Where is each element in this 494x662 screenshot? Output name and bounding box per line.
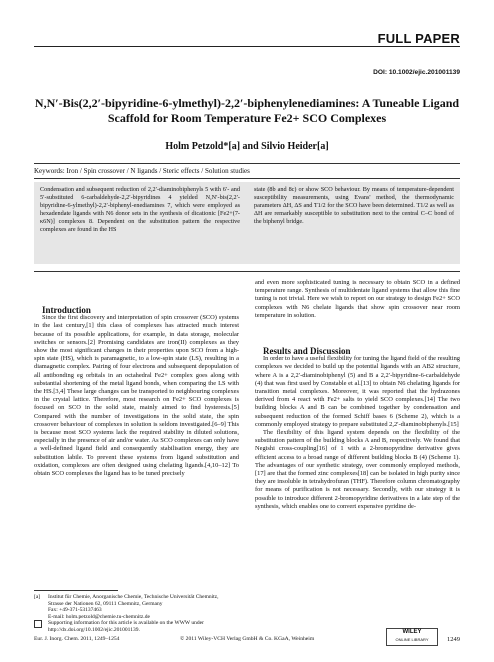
keywords-rule-bottom	[34, 178, 460, 179]
doi[interactable]: DOI: 10.1002/ejic.201001139	[373, 69, 460, 76]
page-number: 1249	[447, 636, 460, 643]
author-list: Holm Petzold*[a] and Silvio Heider[a]	[165, 141, 329, 152]
abstract-box	[34, 182, 460, 264]
logo-text: WILEY	[402, 629, 422, 635]
results-paragraph-2: The flexibility of this ligand system depends on the flexibility of the substitution pattern of the building blocks A and B, respectively. We found that Negishi cross-coupling[16] of 1 with a 2-bromopyridine derivative gives efficient access to a broad range of different building blocks B (4) (Scheme 1). The advantages of our synthetic strategy, over commonly employed methods,[17] are that the formed zinc complexes[18] can be isolated in high purity since they are insoluble in tetrahydrofuran (THF). Therefore column chromatography for means of purification is not necessary. Secondly, with our strategy it is possible to introduce different 2-bromopyridine derivatives in a late step of the synthesis, which enables one to convert expensive pyridine de-	[255, 429, 460, 510]
abstract-right-column: state (8b and 8c) or show SCO behaviour. By means of temperature-dependent susceptibility measurements, using Evans' method, the thermodynamic parameters ΔH, ΔS and T1/2 for the SCO have been determined. T1/2 as well as ΔH are remarkably susceptible to substitution next to the central C–C bond of the biphenyl bridge.	[254, 186, 454, 226]
footnote-rule	[34, 590, 118, 591]
introduction-section	[34, 306, 239, 478]
introduction-heading: Introduction	[42, 305, 91, 315]
keywords: Keywords: Iron / Spin crossover / N ligands / Steric effects / Solution studies	[34, 167, 250, 175]
right-column-continuation	[255, 279, 460, 320]
paper-title: N,N′-Bis(2,2′-bipyridine-6-ylmethyl)-2,2′-biphenylenediamines: A Tuneable Ligand Scaffold for Room Temperature Fe2+ SCO Complexes	[34, 96, 460, 125]
journal-citation: Eur. J. Inorg. Chem. 2011, 1249–1254	[34, 636, 120, 642]
supporting-info-note[interactable]: Supporting information for this article is available on the WWW under http://dx.doi.org/10.1002/ejic.201001139.	[48, 620, 204, 633]
supporting-info-icon	[34, 620, 42, 628]
logo-subtext: ONLINE LIBRARY	[395, 637, 429, 642]
results-section	[255, 347, 460, 511]
wiley-online-library-logo[interactable]	[386, 628, 438, 646]
abstract-left-column: Condensation and subsequent reduction of 2,2′-diaminobiphenyls 5 with 6′- and 5′-substituted 6-carbaldehyde-2,2′-bipyridines 4 yielded N,N′-bis(2,2′-bipyridine-6-ylmethyl)-2,2′-biphenyl-enediamines 7, which were employed as hexadendate ligands with N6 donor sets in the synthesis of dicationic [Fe2+(7-κ6N)] complexes 8. Dependent on the substitution pattern the respective complexes are found in the HS	[40, 186, 240, 234]
affiliation-email[interactable]: E-mail: holm.petzold@chemie.tu-chemnitz.de	[48, 613, 150, 620]
section-label: FULL PAPER	[377, 31, 460, 46]
results-heading: Results and Discussion	[263, 346, 351, 356]
header-rule	[34, 46, 460, 47]
affiliation-footnote	[34, 594, 239, 634]
introduction-paragraph: Since the first discovery and interpretation of spin crossover (SCO) systems in the last century,[1] this class of complexes has attracted much interest because of its possible applications, for example, in data storage, molecular switches or sensors.[2] Promising candidates are iron(II) complexes as they show the most significant changes in their properties upon SCO from a high-spin state (HS), which is paramagnetic, to a low-spin state (LS), resulting in a diamagnetic complex. Pairing of four electrons and subsequent depopulation of all antibonding eg orbitals in an octahedral Fe2+ complex goes along with substantial shortening of the metal ligand bonds, when comparing the LS with the HS.[3,4] These large changes can be transported to neighbouring complexes in the crystal lattice. Therefore, most research on Fe2+ SCO complexes is focused on SCO in the solid state, mainly aimed to find hysteresis.[5] Compared with the number of investigations in the solid state, the spin crossover behaviour of complexes in solution is seldom investigated.[6–9] This is because most SCO systems lack the required stability in diluted solutions, especially in the presence of air and/or water. As SCO complexes can only have a well-defined ligand field and consequently stabilisation energy, they are substitution labile. To prevent these systems from ligand substitution and oxidation, complexes are often designed using chelating ligands.[4,10–12] To obtain SCO complexes the ligand has to be tuned precisely	[34, 314, 239, 478]
copyright: © 2011 Wiley-VCH Verlag GmbH & Co. KGaA, Weinheim	[180, 636, 315, 642]
keywords-rule-top	[34, 163, 460, 164]
affiliation-line: Institut für Chemie, Anorganische Chemie, Technische Universität Chemnitz,	[48, 594, 219, 600]
section-separator	[34, 271, 460, 272]
continuation-paragraph: and even more sophisticated tuning is necessary to obtain SCO in a defined temperature range. Synthesis of multidentate ligand systems that allow this fine tuning is not trivial. Here we wish to report on our strategy to design Fe2+ SCO complexes with N6 chelate ligands that show spin crossover near room temperature in solution.	[255, 279, 460, 319]
results-paragraph-1: In order to have a useful flexibility for tuning the ligand field of the resulting complexes we decided to build up the potential ligands with an AB2 structure, where A is a 2,2′-diaminobiphenyl (5) and B a 2,2′-bipyridine-6-carbaldehyde (4) that was first used by Constable et al.[13] to obtain N6 chelating ligands for transition metal complexes. Moreover, it was reported that the hydrazones derived from 4 react with Fe2+ salts to yield SCO complexes.[14] The two building blocks A and B can be combined together by condensation and subsequent reduction of the formed Schiff bases 6 (Scheme 2), which is a commonly employed strategy to prepare substituted 2,2′-diaminobiphenyls.[15]	[255, 355, 460, 428]
affiliation-tag: [a]	[34, 594, 41, 600]
affiliation-line: Fax: +49-371-53137463	[48, 607, 102, 614]
affiliation-line: Strasse der Nationen 62, 09111 Chemnitz, Germany	[48, 600, 163, 607]
